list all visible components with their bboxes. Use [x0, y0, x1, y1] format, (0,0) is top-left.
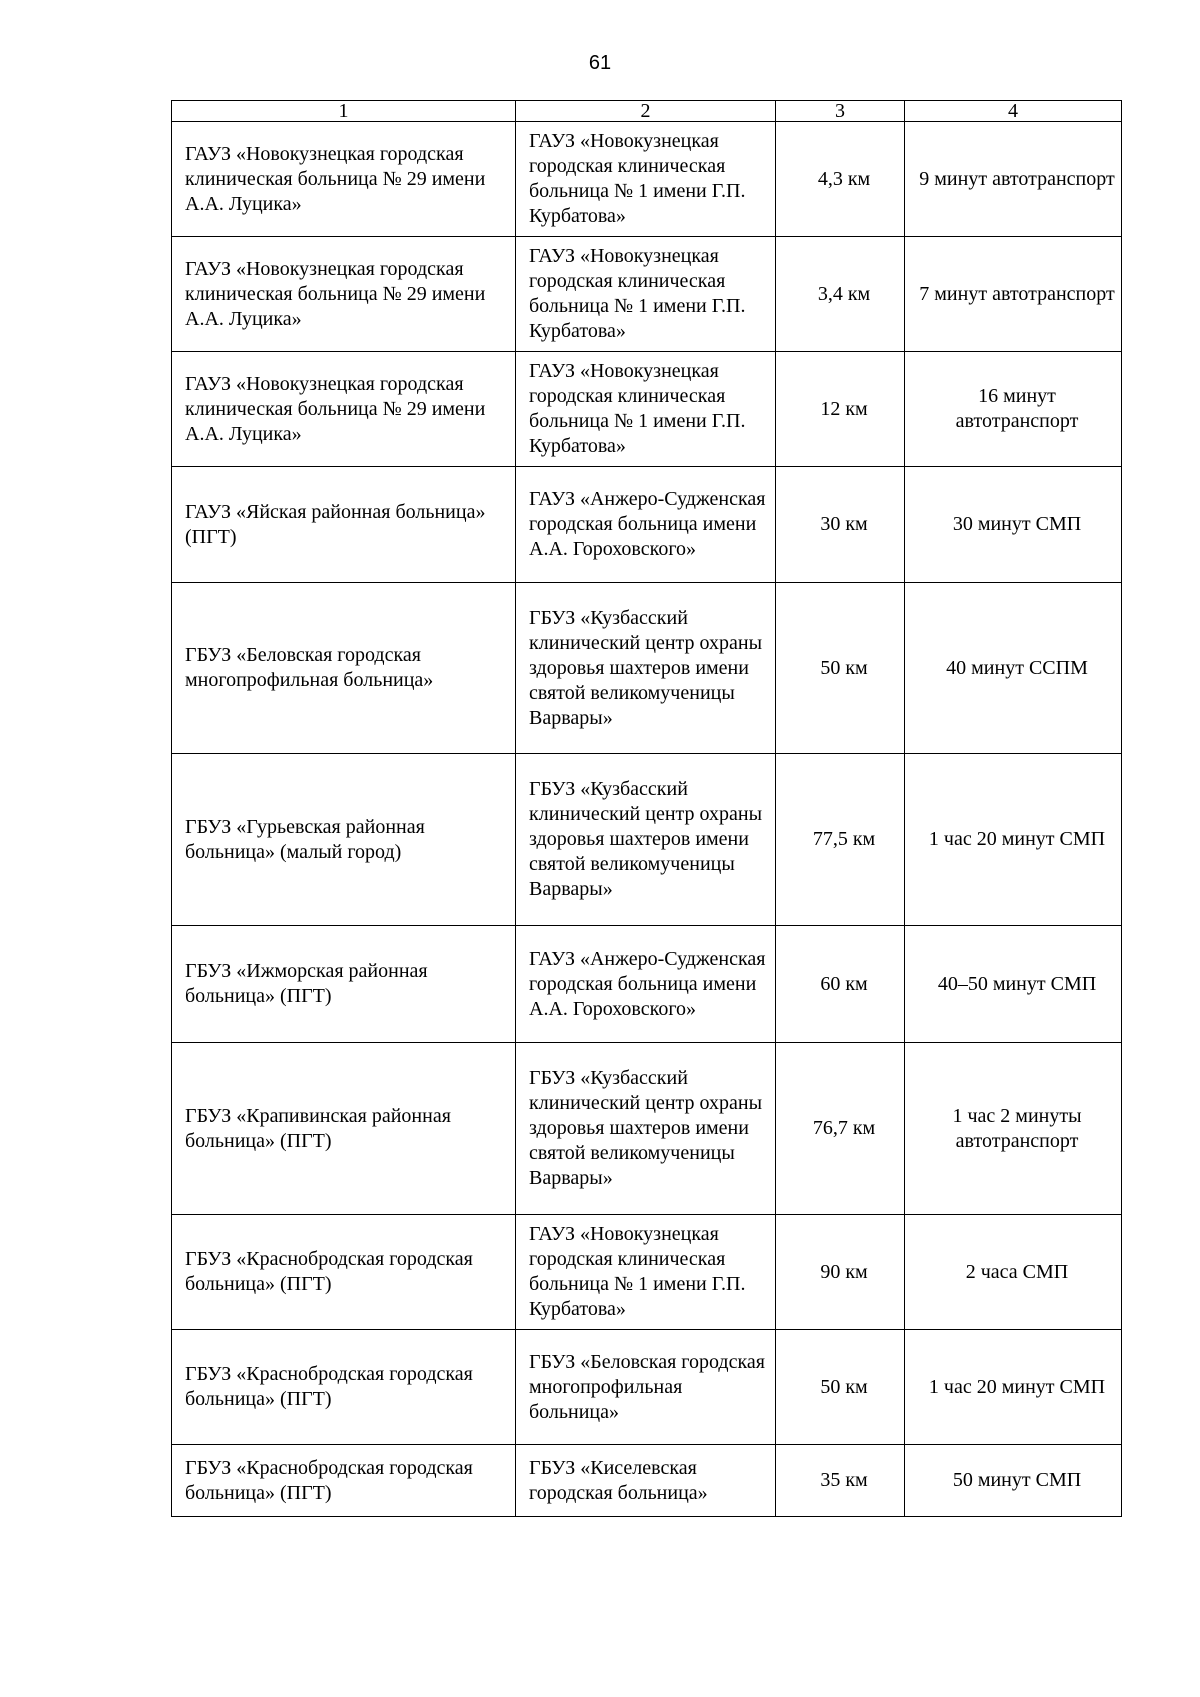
- destination-cell: ГБУЗ «Киселевская городская больница»: [516, 1445, 776, 1517]
- travel-time-cell: 9 минут автотранспорт: [905, 122, 1122, 237]
- travel-time-cell: 7 минут автотранспорт: [905, 237, 1122, 352]
- destination-cell: ГБУЗ «Кузбасский клинический центр охраны здоровья шахтеров имени святой великомученицы Варвары»: [516, 583, 776, 754]
- table-row: [172, 754, 1122, 926]
- travel-time-cell: 2 часа СМП: [905, 1215, 1122, 1330]
- origin-cell: ГАУЗ «Новокузнецкая городская клиническая больница № 29 имени А.А. Луцика»: [172, 352, 516, 467]
- table-row: [172, 583, 1122, 754]
- distance-cell: 76,7 км: [776, 1043, 905, 1215]
- distance-cell: 4,3 км: [776, 122, 905, 237]
- origin-cell: ГАУЗ «Яйская районная больница» (ПГТ): [172, 467, 516, 583]
- table-row: [172, 237, 1122, 352]
- destination-cell: ГАУЗ «Новокузнецкая городская клиническая больница № 1 имени Г.П. Курбатова»: [516, 352, 776, 467]
- destination-cell: ГБУЗ «Кузбасский клинический центр охраны здоровья шахтеров имени святой великомученицы Варвары»: [516, 1043, 776, 1215]
- column-header-3: 3: [776, 101, 905, 122]
- origin-cell: ГБУЗ «Краснобродская городская больница» (ПГТ): [172, 1215, 516, 1330]
- table-row: [172, 467, 1122, 583]
- distance-cell: 12 км: [776, 352, 905, 467]
- destination-cell: ГАУЗ «Анжеро-Судженская городская больница имени А.А. Гороховского»: [516, 926, 776, 1043]
- table-row: [172, 1330, 1122, 1445]
- travel-time-cell: 40 минут ССПМ: [905, 583, 1122, 754]
- destination-cell: ГАУЗ «Анжеро-Судженская городская больница имени А.А. Гороховского»: [516, 467, 776, 583]
- table-header-row: [172, 101, 1122, 122]
- table-row: [172, 1215, 1122, 1330]
- travel-time-cell: 40–50 минут СМП: [905, 926, 1122, 1043]
- travel-time-cell: 30 минут СМП: [905, 467, 1122, 583]
- distance-cell: 60 км: [776, 926, 905, 1043]
- origin-cell: ГБУЗ «Крапивинская районная больница» (ПГТ): [172, 1043, 516, 1215]
- origin-cell: ГБУЗ «Краснобродская городская больница» (ПГТ): [172, 1330, 516, 1445]
- travel-time-cell: 16 минут автотранспорт: [905, 352, 1122, 467]
- distance-cell: 35 км: [776, 1445, 905, 1517]
- travel-time-cell: 50 минут СМП: [905, 1445, 1122, 1517]
- routing-table: [171, 100, 1122, 1517]
- distance-cell: 3,4 км: [776, 237, 905, 352]
- travel-time-cell: 1 час 20 минут СМП: [905, 1330, 1122, 1445]
- destination-cell: ГБУЗ «Беловская городская многопрофильная больница»: [516, 1330, 776, 1445]
- origin-cell: ГБУЗ «Беловская городская многопрофильная больница»: [172, 583, 516, 754]
- destination-cell: ГАУЗ «Новокузнецкая городская клиническая больница № 1 имени Г.П. Курбатова»: [516, 122, 776, 237]
- origin-cell: ГБУЗ «Краснобродская городская больница» (ПГТ): [172, 1445, 516, 1517]
- origin-cell: ГАУЗ «Новокузнецкая городская клиническая больница № 29 имени А.А. Луцика»: [172, 122, 516, 237]
- column-header-1: 1: [172, 101, 516, 122]
- travel-time-cell: 1 час 2 минуты автотранспорт: [905, 1043, 1122, 1215]
- origin-cell: ГБУЗ «Ижморская районная больница» (ПГТ): [172, 926, 516, 1043]
- column-header-4: 4: [905, 101, 1122, 122]
- table-row: [172, 926, 1122, 1043]
- destination-cell: ГАУЗ «Новокузнецкая городская клиническая больница № 1 имени Г.П. Курбатова»: [516, 237, 776, 352]
- distance-cell: 50 км: [776, 1330, 905, 1445]
- origin-cell: ГАУЗ «Новокузнецкая городская клиническая больница № 29 имени А.А. Луцика»: [172, 237, 516, 352]
- destination-cell: ГАУЗ «Новокузнецкая городская клиническая больница № 1 имени Г.П. Курбатова»: [516, 1215, 776, 1330]
- column-header-2: 2: [516, 101, 776, 122]
- distance-cell: 30 км: [776, 467, 905, 583]
- table-row: [172, 122, 1122, 237]
- origin-cell: ГБУЗ «Гурьевская районная больница» (малый город): [172, 754, 516, 926]
- table-row: [172, 1445, 1122, 1517]
- table-row: [172, 1043, 1122, 1215]
- destination-cell: ГБУЗ «Кузбасский клинический центр охраны здоровья шахтеров имени святой великомученицы Варвары»: [516, 754, 776, 926]
- distance-cell: 77,5 км: [776, 754, 905, 926]
- distance-cell: 50 км: [776, 583, 905, 754]
- travel-time-cell: 1 час 20 минут СМП: [905, 754, 1122, 926]
- distance-cell: 90 км: [776, 1215, 905, 1330]
- table-row: [172, 352, 1122, 467]
- page-number: 61: [588, 52, 612, 74]
